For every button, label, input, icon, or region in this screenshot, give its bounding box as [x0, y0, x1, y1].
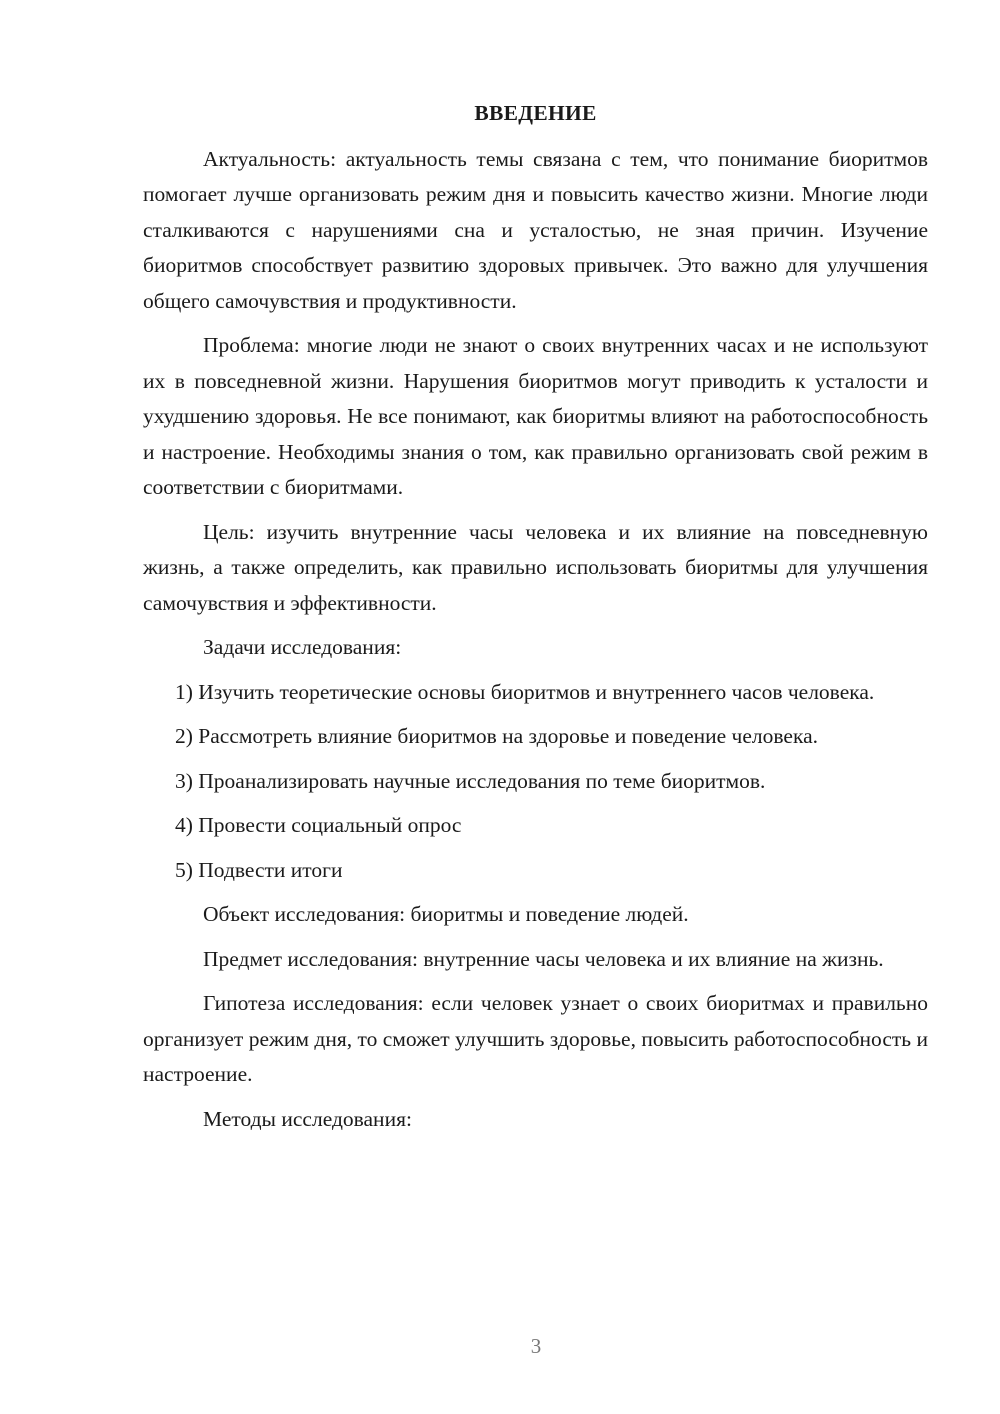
- paragraph-problem: Проблема: многие люди не знают о своих внутренних часах и не используют их в повседневной жизни. Нарушения биоритмов могут приводить к усталости и ухудшению здоровья. Не все понимают, как биоритмы влияют на работоспособность и настроение. Необходимы знания о том, как правильно организовать свой режим в соответствии с биоритмами.: [143, 333, 928, 499]
- paragraph-hypothesis: Гипотеза исследования: если человек узнает о своих биоритмах и правильно организует режим дня, то сможет улучшить здоровье, повысить работоспособность и настроение.: [143, 991, 928, 1086]
- paragraph-object: Объект исследования: биоритмы и поведение людей.: [203, 902, 689, 926]
- task-item-1: 1) Изучить теоретические основы биоритмов и внутреннего часов человека.: [175, 679, 875, 704]
- task-item-2: 2) Рассмотреть влияние биоритмов на здоровье и поведение человека.: [175, 724, 818, 748]
- paragraph-subject: Предмет исследования: внутренние часы человека и их влияние на жизнь.: [203, 946, 884, 971]
- methods-heading: Методы исследования:: [203, 1106, 412, 1131]
- page-number: 3: [530, 1334, 542, 1358]
- task-item-5: 5) Подвести итоги: [175, 857, 343, 882]
- section-title: ВВЕДЕНИЕ: [474, 101, 597, 125]
- document-page: [143, 96, 928, 1146]
- paragraph-goal: Цель: изучить внутренние часы человека и их влияние на повседневную жизнь, а также определить, как правильно использовать биоритмы для улучшения самочувствия и эффективности.: [143, 519, 928, 615]
- tasks-heading: Задачи исследования:: [203, 635, 402, 659]
- paragraph-relevance: Актуальность: актуальность темы связана с тем, что понимание биоритмов помогает лучше организовать режим дня и повысить качество жизни. Многие люди сталкиваются с нарушениями сна и усталостью, не зная причин. Изучение биоритмов способствует развитию здоровых привычек. Это важно для улучшения общего самочувствия и продуктивности.: [143, 146, 928, 313]
- task-item-3: 3) Проанализировать научные исследования по теме биоритмов.: [175, 768, 766, 793]
- task-item-4: 4) Провести социальный опрос: [175, 813, 462, 837]
